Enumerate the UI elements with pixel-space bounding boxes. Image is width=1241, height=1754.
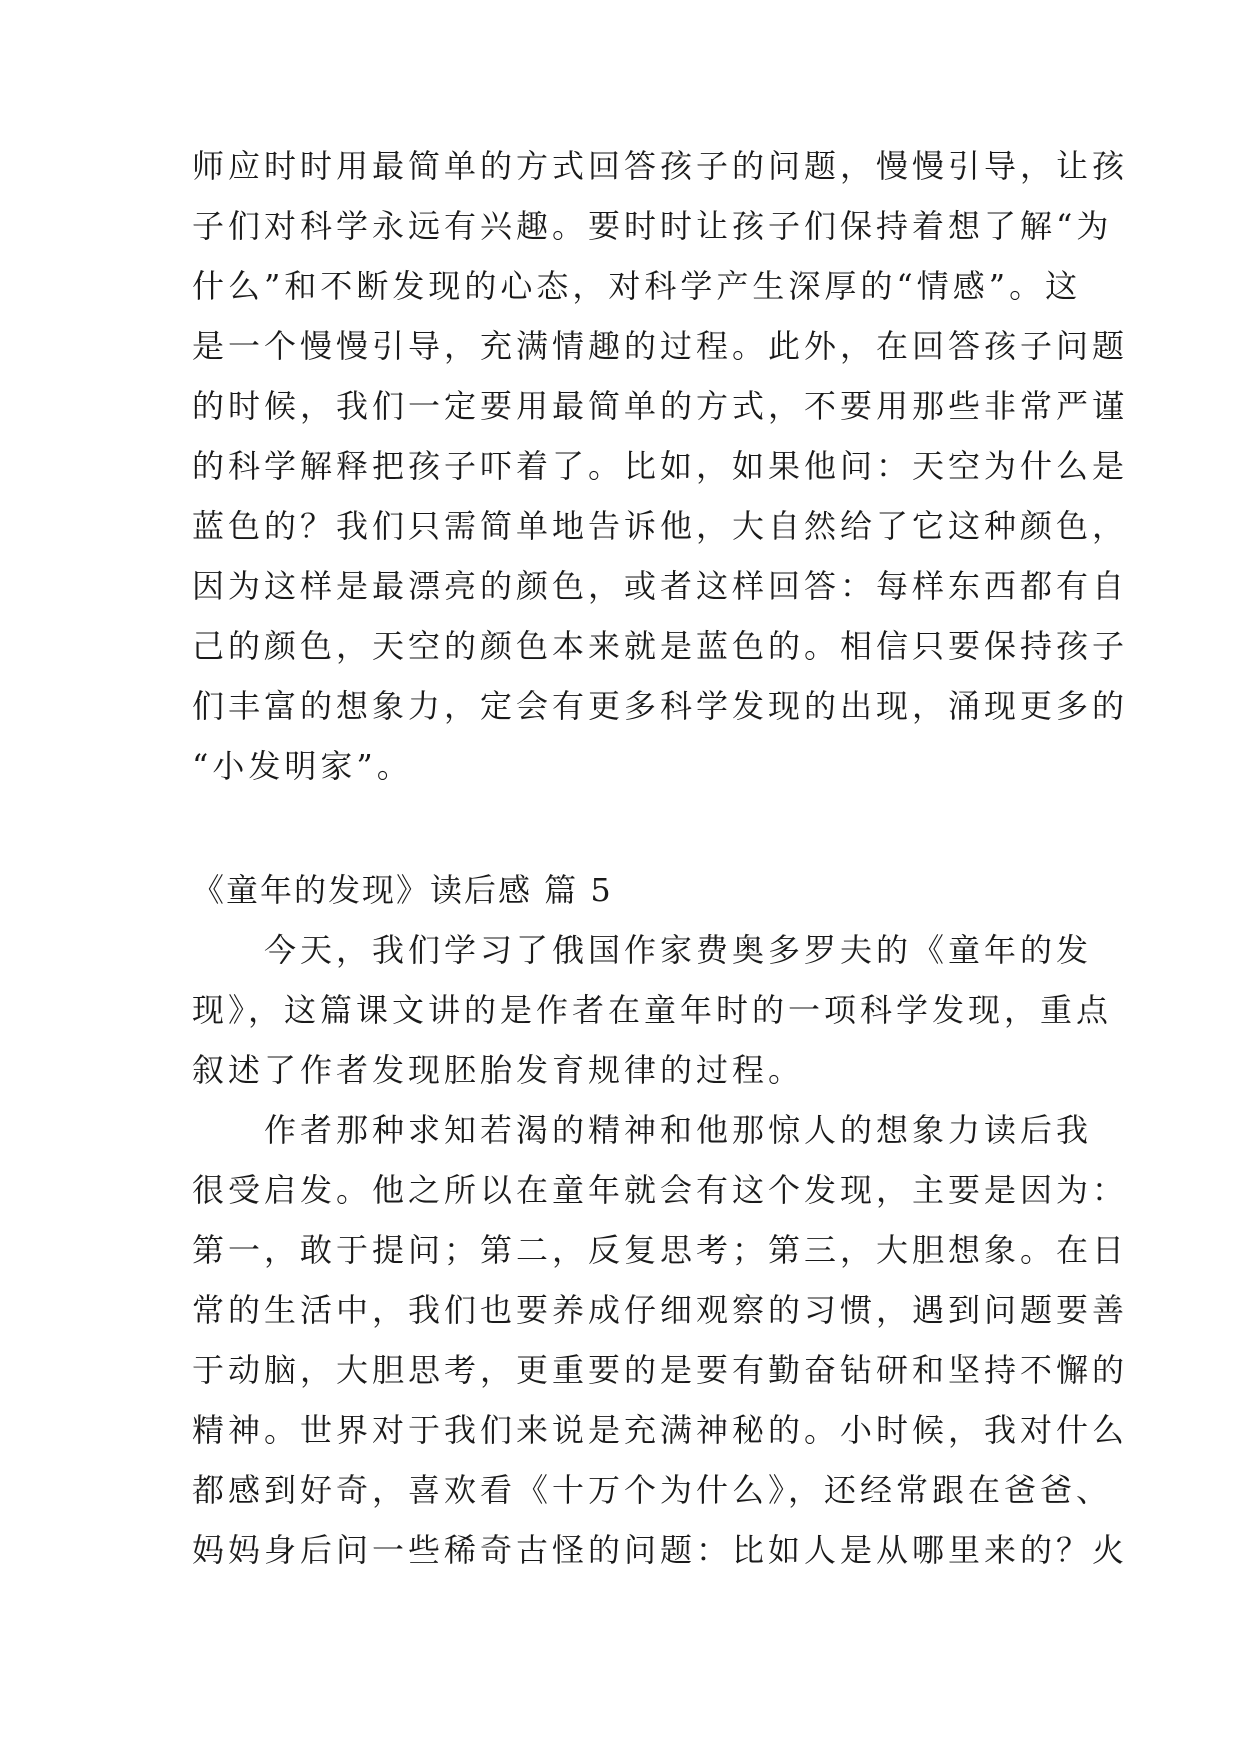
text-line: 己的颜色，天空的颜色本来就是蓝色的。相信只要保持孩子	[192, 627, 1129, 665]
section-heading: 《童年的发现》读后感 篇 5	[192, 871, 613, 909]
text-line: 叙述了作者发现胚胎发育规律的过程。	[192, 1051, 805, 1089]
text-line: 都感到好奇，喜欢看《十万个为什么》，还经常跟在爸爸、	[192, 1471, 1113, 1509]
text-line: 精神。世界对于我们来说是充满神秘的。小时候，我对什么	[192, 1411, 1129, 1449]
text-line: 什么”和不断发现的心态，对科学产生深厚的“情感”。这	[192, 267, 1082, 305]
intro-paragraph	[192, 136, 1129, 796]
text-line: 今天，我们学习了俄国作家费奥多罗夫的《童年的发	[192, 931, 1093, 969]
text-line: 是一个慢慢引导，充满情趣的过程。此外，在回答孩子问题	[192, 327, 1129, 365]
text-line: 于动脑，大胆思考，更重要的是要有勤奋钻研和坚持不懈的	[192, 1351, 1129, 1389]
text-line: 妈妈身后问一些稀奇古怪的问题：比如人是从哪里来的？火	[192, 1531, 1129, 1569]
text-line: 很受启发。他之所以在童年就会有这个发现，主要是因为：	[192, 1171, 1129, 1209]
text-line: 因为这样是最漂亮的颜色，或者这样回答：每样东西都有自	[192, 567, 1129, 605]
text-line: 蓝色的？我们只需简单地告诉他，大自然给了它这种颜色，	[192, 507, 1129, 545]
text-line: 们丰富的想象力，定会有更多科学发现的出现，涌现更多的	[192, 687, 1129, 725]
text-line: 作者那种求知若渴的精神和他那惊人的想象力读后我	[192, 1111, 1093, 1149]
text-line: 子们对科学永远有兴趣。要时时让孩子们保持着想了解“为	[192, 207, 1113, 245]
text-line: 的科学解释把孩子吓着了。比如，如果他问：天空为什么是	[192, 447, 1129, 485]
text-line: 现》，这篇课文讲的是作者在童年时的一项科学发现，重点	[192, 991, 1113, 1029]
text-line: 常的生活中，我们也要养成仔细观察的习惯，遇到问题要善	[192, 1291, 1129, 1329]
text-line: 的时候，我们一定要用最简单的方式，不要用那些非常严谨	[192, 387, 1129, 425]
section-body	[192, 920, 1129, 1580]
text-line: “小发明家”。	[192, 747, 413, 785]
text-line: 第一，敢于提问；第二，反复思考；第三，大胆想象。在日	[192, 1231, 1129, 1269]
text-line: 师应时时用最简单的方式回答孩子的问题，慢慢引导，让孩	[192, 147, 1129, 185]
